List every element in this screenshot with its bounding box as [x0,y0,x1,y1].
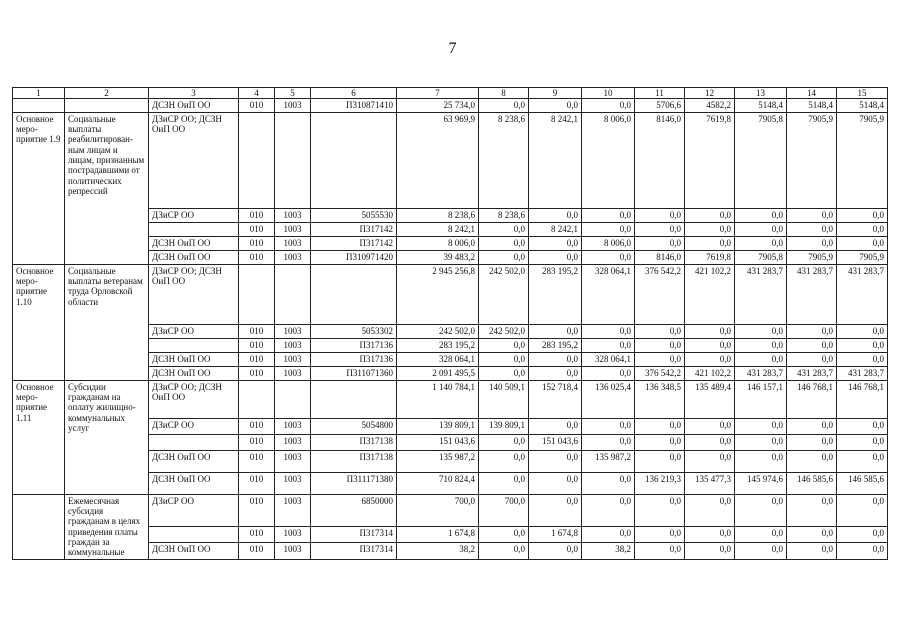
table-cell: 010 [239,250,275,264]
header-cell: 12 [685,88,735,99]
table-cell: 1003 [275,450,311,472]
table-cell: 0,0 [529,208,582,222]
table-cell: 0,0 [735,338,787,352]
table-cell: 0,0 [735,450,787,472]
header-row [13,88,888,99]
table-cell: 010 [239,222,275,236]
table-cell: 0,0 [685,222,735,236]
table-cell: 8 238,6 [397,208,479,222]
table-cell: 0,0 [479,250,529,264]
name-cell: Социальные выплаты реабилитирован-ным лицам и лицам, признанным пострадавшими от политических репрессий [65,112,149,264]
table-cell: 136 219,3 [635,472,685,494]
table-cell: 135 477,3 [685,472,735,494]
table-cell [311,380,397,418]
table-cell: П317142 [311,236,397,250]
table-cell: 2 091 495,5 [397,366,479,380]
table-cell: 0,0 [837,494,888,527]
table-cell: 283 195,2 [529,264,582,324]
table-cell: 8 006,0 [582,112,635,208]
table-cell: 010 [239,450,275,472]
table-cell [311,264,397,324]
table-cell: 0,0 [837,236,888,250]
table-cell: 0,0 [635,236,685,250]
event-cell [13,494,65,559]
header-cell: 3 [149,88,239,99]
table-cell: 1003 [275,434,311,450]
table-cell: П317138 [311,434,397,450]
table-cell: 0,0 [529,250,582,264]
event-cell: Основное меро-приятие 1.11 [13,380,65,494]
table-cell: 0,0 [685,338,735,352]
table-cell: 6850000 [311,494,397,527]
table-cell: 1003 [275,338,311,352]
table-cell: 1003 [275,324,311,338]
table-cell: 242 502,0 [479,264,529,324]
table-cell: 0,0 [635,494,685,527]
table-cell: 7905,8 [735,250,787,264]
table-cell: 0,0 [479,338,529,352]
table-cell: 1003 [275,208,311,222]
table-cell: 136 348,5 [635,380,685,418]
table-cell: 0,0 [837,434,888,450]
table-cell: 1003 [275,236,311,250]
table-cell: 0,0 [787,338,837,352]
table-cell: 431 283,7 [735,264,787,324]
table-cell: 0,0 [582,208,635,222]
table-cell: 0,0 [837,222,888,236]
header-cell: 10 [582,88,635,99]
table-cell: 0,0 [635,543,685,559]
table-cell [239,264,275,324]
table-cell: 0,0 [635,450,685,472]
table-cell: 1003 [275,494,311,527]
table-cell [311,112,397,208]
table-cell: 0,0 [635,208,685,222]
table-cell: 146 157,1 [735,380,787,418]
table-cell: 0,0 [582,527,635,543]
table-cell: 135 987,2 [397,450,479,472]
table-cell: ДЗиСР ОО [149,208,239,222]
table-cell: 5055530 [311,208,397,222]
table-cell: П317142 [311,222,397,236]
table-cell: 5148,4 [787,99,837,112]
table-row [13,380,888,418]
table-cell: 0,0 [479,222,529,236]
table-cell: 0,0 [582,338,635,352]
table-cell: 7619,8 [685,112,735,208]
table-cell: 0,0 [635,527,685,543]
table-cell: ДСЗН ОиП ОО [149,543,239,559]
table-cell: 0,0 [529,324,582,338]
table-cell: 283 195,2 [529,338,582,352]
table-cell: 376 542,2 [635,366,685,380]
table-cell: 5706,6 [635,99,685,112]
table-cell: 010 [239,208,275,222]
table-cell: 0,0 [735,543,787,559]
table-cell: 140 509,1 [479,380,529,418]
table-cell: 146 585,6 [787,472,837,494]
table-cell: 010 [239,236,275,250]
table-cell: 8 242,1 [529,222,582,236]
table-cell [275,380,311,418]
header-cell: 7 [397,88,479,99]
event-cell: Основное меро-приятие 1.10 [13,264,65,380]
table-cell: 0,0 [529,543,582,559]
table-cell: 8 006,0 [582,236,635,250]
header-cell: 11 [635,88,685,99]
table-cell: 0,0 [787,450,837,472]
table-cell: 146 768,1 [787,380,837,418]
table-cell: 0,0 [685,527,735,543]
table-cell: 0,0 [685,450,735,472]
table-cell: 5053302 [311,324,397,338]
table-cell: 1003 [275,472,311,494]
table-cell: 242 502,0 [479,324,529,338]
table-cell: 5148,4 [837,99,888,112]
table-cell: 7905,9 [837,112,888,208]
table-cell: 0,0 [735,222,787,236]
table-cell: 242 502,0 [397,324,479,338]
table-cell [239,112,275,208]
table-cell: 431 283,7 [837,264,888,324]
header-cell: 15 [837,88,888,99]
table-cell: 0,0 [685,434,735,450]
table-cell: 0,0 [837,208,888,222]
table-cell: ДСЗН ОиП ОО [149,250,239,264]
table-cell: 710 824,4 [397,472,479,494]
table-cell [149,338,239,352]
table-cell: 0,0 [735,527,787,543]
table-cell: 700,0 [479,494,529,527]
table-cell: 8 242,1 [397,222,479,236]
table-cell: П317314 [311,527,397,543]
header-cell: 6 [311,88,397,99]
table-cell: 0,0 [685,352,735,366]
table-cell: 0,0 [479,527,529,543]
table-cell: 010 [239,99,275,112]
page-number: 7 [448,40,457,57]
table-cell: 431 283,7 [735,366,787,380]
table-cell: 010 [239,494,275,527]
table-row [13,494,888,527]
table-cell: 010 [239,434,275,450]
table-cell: 0,0 [529,450,582,472]
table-cell: 0,0 [735,434,787,450]
table-row [13,264,888,324]
table-cell: 146 585,6 [837,472,888,494]
table-cell: 38,2 [582,543,635,559]
table-cell: 5054800 [311,418,397,434]
header-cell: 2 [65,88,149,99]
table-cell: 1 140 784,1 [397,380,479,418]
table-cell: 0,0 [837,338,888,352]
table-cell: 39 483,2 [397,250,479,264]
table-cell: 0,0 [479,352,529,366]
table-cell: 376 542,2 [635,264,685,324]
table-cell: 0,0 [582,472,635,494]
table-cell: 0,0 [837,450,888,472]
table-cell: 0,0 [735,418,787,434]
table-cell: 4582,2 [685,99,735,112]
table-cell: 0,0 [787,324,837,338]
table-cell: 421 102,2 [685,366,735,380]
table-cell: 0,0 [787,222,837,236]
table-cell: 0,0 [582,99,635,112]
name-cell: Ежемесячная субсидия гражданам в целях приведения платы граждан за коммунальные [65,494,149,559]
table-cell: ДСЗН ОиП ОО [149,236,239,250]
table-cell: 010 [239,324,275,338]
table-cell: 010 [239,366,275,380]
table-cell: 010 [239,338,275,352]
table-cell: 0,0 [787,543,837,559]
event-cell: Основное меро-приятие 1.9 [13,112,65,264]
table-cell: П317138 [311,450,397,472]
table-cell: 135 489,4 [685,380,735,418]
table-cell: 0,0 [479,99,529,112]
table-cell: 7905,8 [735,112,787,208]
table-cell: ДЗиСР ОО; ДСЗН ОиП ОО [149,264,239,324]
table-cell: 0,0 [787,352,837,366]
header-cell: 5 [275,88,311,99]
table-cell: 0,0 [735,494,787,527]
table-cell: П317314 [311,543,397,559]
table-cell: 328 064,1 [582,264,635,324]
table-cell: 152 718,4 [529,380,582,418]
table-cell: 1 674,8 [529,527,582,543]
table-cell: 1003 [275,366,311,380]
table-cell: 0,0 [735,236,787,250]
table-cell: 0,0 [685,236,735,250]
table-cell: 1 674,8 [397,527,479,543]
table-cell: 135 987,2 [582,450,635,472]
table-cell: 25 734,0 [397,99,479,112]
table-cell: ДЗиСР ОО [149,418,239,434]
table-cell: 0,0 [635,324,685,338]
table-cell [239,380,275,418]
header-cell: 9 [529,88,582,99]
table-cell: 8 242,1 [529,112,582,208]
table-cell: 1003 [275,527,311,543]
table-cell: 0,0 [787,418,837,434]
table-cell: 0,0 [479,543,529,559]
table-cell: 145 974,6 [735,472,787,494]
table-cell: 0,0 [837,527,888,543]
table-cell: 421 102,2 [685,264,735,324]
table-cell: 63 969,9 [397,112,479,208]
table-cell: 0,0 [685,324,735,338]
table-cell: 151 043,6 [529,434,582,450]
table-cell: 5148,4 [735,99,787,112]
table-cell: ДСЗН ОиП ОО [149,472,239,494]
table-cell: 0,0 [837,418,888,434]
table-cell: 0,0 [529,99,582,112]
table-cell: 010 [239,543,275,559]
table-cell: ДСЗН ОиП ОО [149,366,239,380]
table-cell: П310871410 [311,99,397,112]
table-cell: 0,0 [479,434,529,450]
table-cell: 010 [239,418,275,434]
table-cell: 431 283,7 [787,264,837,324]
table-cell: 0,0 [479,450,529,472]
table-cell: ДСЗН ОиП ОО [149,450,239,472]
table-cell: 0,0 [787,236,837,250]
table-cell: 0,0 [735,352,787,366]
table-cell: 0,0 [837,352,888,366]
table-cell: 0,0 [635,352,685,366]
table-cell: ДЗиСР ОО [149,494,239,527]
table-cell: 010 [239,472,275,494]
table-cell: 0,0 [837,324,888,338]
table-cell: 0,0 [529,494,582,527]
table-cell: 328 064,1 [582,352,635,366]
table-cell: 0,0 [582,434,635,450]
table-cell: 1003 [275,418,311,434]
table-cell: 283 195,2 [397,338,479,352]
table-cell: 0,0 [529,352,582,366]
table-cell: 010 [239,527,275,543]
table-cell: 7905,9 [837,250,888,264]
table-cell: П310971420 [311,250,397,264]
table-cell: 0,0 [529,472,582,494]
table-cell: ДСЗН ОиП ОО [149,352,239,366]
header-cell: 4 [239,88,275,99]
table-cell [275,112,311,208]
table-cell: 8146,0 [635,250,685,264]
table-cell: 0,0 [479,472,529,494]
table-row [13,99,888,112]
table-cell: 151 043,6 [397,434,479,450]
table-cell: 0,0 [582,494,635,527]
table-row [13,112,888,208]
table-cell: 0,0 [582,366,635,380]
table-cell: 7905,9 [787,250,837,264]
event-cell [13,99,65,112]
table-cell: 0,0 [735,324,787,338]
table-cell: 139 809,1 [479,418,529,434]
table-cell: 146 768,1 [837,380,888,418]
table-cell: 1003 [275,99,311,112]
table-cell: 1003 [275,250,311,264]
table-cell: 8 238,6 [479,112,529,208]
table-cell: 0,0 [685,543,735,559]
name-cell [65,99,149,112]
table-cell: 0,0 [479,366,529,380]
table-cell: 8146,0 [635,112,685,208]
table-cell: 0,0 [787,434,837,450]
table-cell: 7619,8 [685,250,735,264]
table-cell: П317136 [311,352,397,366]
table-cell: 0,0 [685,494,735,527]
table-cell [149,527,239,543]
table-cell: 1003 [275,543,311,559]
table-cell: 2 945 256,8 [397,264,479,324]
table-cell: ДЗиСР ОО; ДСЗН ОиП ОО [149,380,239,418]
table-cell: 010 [239,352,275,366]
table-cell: 139 809,1 [397,418,479,434]
header-cell: 14 [787,88,837,99]
table-cell: 1003 [275,352,311,366]
table-cell: П311171380 [311,472,397,494]
table-cell [149,222,239,236]
table-cell: 0,0 [582,222,635,236]
table-cell: 0,0 [635,222,685,236]
table-cell: ДСЗН ОиП ОО [149,99,239,112]
table-cell: 8 238,6 [479,208,529,222]
table-cell: 0,0 [635,418,685,434]
table-cell: 0,0 [787,527,837,543]
table-cell: 38,2 [397,543,479,559]
table-cell: 700,0 [397,494,479,527]
table-cell: ДЗиСР ОО; ДСЗН ОиП ОО [149,112,239,208]
table-cell: 136 025,4 [582,380,635,418]
table-cell [149,434,239,450]
table-cell: 0,0 [529,418,582,434]
table-cell: ДЗиСР ОО [149,324,239,338]
table-cell: 0,0 [787,208,837,222]
table-cell: 8 006,0 [397,236,479,250]
table-cell: 328 064,1 [397,352,479,366]
table-cell: 0,0 [685,208,735,222]
table-cell: 0,0 [529,366,582,380]
table-cell: 0,0 [479,236,529,250]
table-cell: 0,0 [529,236,582,250]
table-cell: 0,0 [582,324,635,338]
table-cell: 7905,9 [787,112,837,208]
table-cell: 0,0 [837,543,888,559]
header-cell: 8 [479,88,529,99]
table-cell: 0,0 [635,434,685,450]
table-cell: 0,0 [582,418,635,434]
table-cell: 0,0 [685,418,735,434]
table-cell: 0,0 [735,208,787,222]
table-cell: П317136 [311,338,397,352]
table-cell: 0,0 [635,338,685,352]
table-cell: 0,0 [787,494,837,527]
table-cell: 431 283,7 [837,366,888,380]
table-cell: П311071360 [311,366,397,380]
header-cell: 1 [13,88,65,99]
budget-table [12,87,888,560]
table-cell [275,264,311,324]
table-cell: 431 283,7 [787,366,837,380]
name-cell: Субсидии гражданам на оплату жилищно-коммунальных услуг [65,380,149,494]
table-cell: 1003 [275,222,311,236]
table-cell: 0,0 [582,250,635,264]
name-cell: Социальные выплаты ветеранам труда Орловской области [65,264,149,380]
header-cell: 13 [735,88,787,99]
